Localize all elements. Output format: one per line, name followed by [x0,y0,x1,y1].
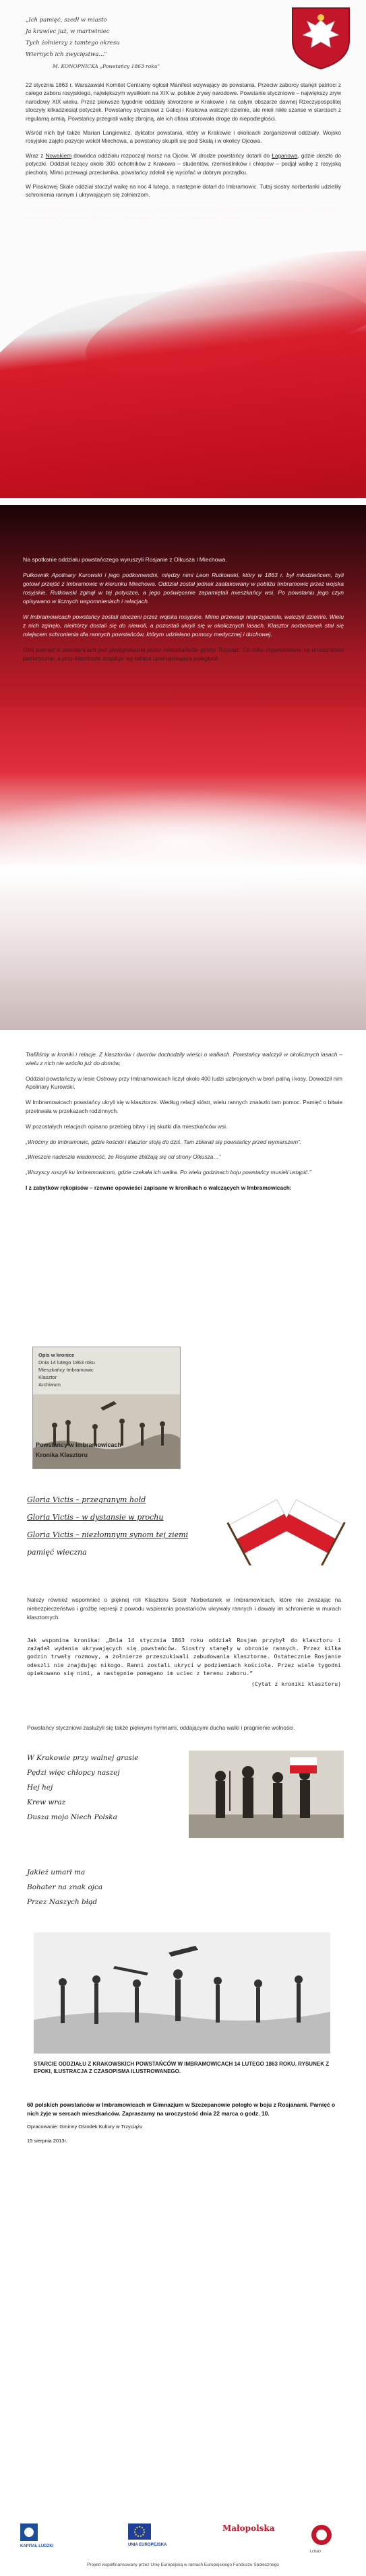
quote: „Wszyscy ruszyli ku Imbramowicom, gdzie czekała ich walka. Po wielu godzinach boju powstańcy musieli ustąpić.” [26,1169,311,1176]
paragraph: 22 stycznia 1863 r. Warszawski Komitet Centralny ogłosił Manifest wzywający do powstania. Przeciw zaborcy stanęli patrioci z całego zaboru rosyjskiego, największym wysiłkiem na XIX w. polskie zrywy narodowe. Powstanie styczniowe – największy zryw narodowy XIX wieku. Przez pierwsze tygodnie oddziały stworzone w Krakowie i na całym obszarze dawnej Rzeczypospolitej stoczyły kilkadziesiąt potyczek. Powstańcy styczniowi z Galicji i Krakowa walczyli dzielnie, ale mieli nikłe szanse w starciach z regularną armią. Powstańcy przegrali walkę zbrojną, ale ich ofiara utorowała drogę do niepodległości. [26,81,341,122]
poem-line: Bohater na znak ojca [27,1883,103,1891]
logo-eu [128,2523,195,2550]
crest-eagle-icon [290,5,352,70]
convent-text [27,1596,341,1628]
logo-malopolska [222,2523,290,2550]
flag-fold [0,788,366,895]
closing-poem [27,1865,229,1909]
logo-label: LOGO [310,2550,321,2554]
paragraph [26,151,341,176]
intro-text [26,81,341,228]
paragraph: Należy również wspomnieć o pięknej roli Klasztoru Sióstr Norbertanek w Imbramowicach, które nie zważając na niebezpieczeństwo i groźbę represji z powodu wspierania powstańców ukrywały rannych i dawały im schronienie w murach klasztornych. [27,1596,341,1621]
logo-kapital-ludzki [20,2523,74,2550]
poem-line: Pędzi więc chłopcy naszej [27,1769,120,1777]
engraving-caption: STARCIE ODDZIAŁU Z KRAKOWSKICH POWSTAŃCÓW W IMBRAMOWICACH 14 LUTEGO 1863 ROKU. RYSUNEK Z EPOKI, ILUSTRACJA Z CZASOPISMA ILUSTROWANEGO. [34,2061,330,2074]
paragraph: Dziś pamięć o powstańcach jest pielęgnowana przez mieszkańców gminy Trzyciąż. Co roku organizowane są uroczystości patriotyczne, a przy klasztorze znajduje się tablica upamiętniająca poległych. [23,646,344,662]
paragraph: Przybycie oddziału i bitwa nad rzeką upamiętnione zostały przez mieszkańców. W klasztorze zachowały się kroniki opisujące te wydarzenia. Wydarzenia 1863 roku na stałe wpisały się w historię Imbramowic i okolicznych wiosek. [26,205,341,222]
kapital-ludzki-icon [20,2523,38,2541]
box-subtitle-2: Kronika Klasztoru [36,1452,88,1458]
box-title: Opis w kronice [38,1352,75,1358]
paragraph: W Piaskowej Skale oddział stoczył walkę na noc 4 lutego, a następnie dotarł do Imbramowic. Tutaj siostry norbertanki udzieliły schronienia rannym i ukrywającym się żołnierzom. [26,183,341,199]
hymn-poem [27,1751,182,1825]
footer-note: Projekt współfinansowany przez Unię Europejską w ramach Europejskiego Funduszu Społecznego [87,2563,279,2567]
closing-credit: Opracowanie: Gminny Ośrodek Kultury w Trzyciążu [27,2124,143,2130]
logo-label: UNIA EUROPEJSKA [128,2543,167,2547]
quote-source: (Cytat z kroniki klasztoru) [251,1681,341,1688]
paragraph: Wśród nich był także Marian Langiewicz, dyktator powstania, który w Krakowie i okolicach zorganizował oddziały. Wojsko rosyjskie zajęło pozycje wokół Miechowa, a powstańcy skupili się pod Skałą i w okolicy Ojcowa. [26,129,341,145]
crossed-flags-icon [222,1485,350,1565]
gloria-victis-poem [27,1491,209,1561]
poem-attribution: M. KONOPNICKA „Powstańcy 1863 roku" [53,63,160,69]
poem-line: pamięć wieczna [27,1548,87,1557]
opening-poem [26,15,187,72]
box-line: Archiwum [38,1382,61,1388]
link-nowak[interactable]: Nowakiem [45,151,72,159]
logo-partner [310,2523,350,2554]
text-run: , gdzie doszło do potyczki. Oddział liczący około 300 ochotników z Krakowa – studentów, rzemieślników i chłopów – podjął walkę z rosyjską piechotą. Mimo przewagi przeciwnika, powstańcy zdołali się wycofać w dobrym porządku. [26,151,341,176]
paragraph: Pułkownik Apolinary Kurowski i jego podkomendni, między nimi Leon Rutkowski, który w 1863 r. był młodzieńcem, byli gotowi przejść z Imbramowic w kierunku Miechowa. Oddział został jednak zaatakowany w pobliżu Imbramowic przez wojska rosyjskie. Rutkowski zginął w tej potyczce, a jego poświęcenie zapamiętali mieszkańcy wsi. Po powstaniu jego czyn opisywano w licznych wspomnieniach i relacjach. [23,572,344,605]
text-run: dowódca oddziału rozpoczął marsz na Ojców. W drodze powstańcy dotarli do [71,151,272,159]
poem-line: Gloria Victis – przegranym hołd [27,1495,146,1504]
box-subtitle: Powstańcy w Imbramowicach [36,1442,122,1448]
chronicle-quote [27,1636,341,1688]
closing-info [27,2101,341,2145]
poem-line: „Ich pamięć, szedł w miasto [26,17,107,24]
paragraph: W pozostałych relacjach opisano przebieg bitwy i jej skutki dla mieszkańców wsi. [26,1122,228,1130]
box-line: Klasztor [38,1374,57,1380]
insurgents-painting-icon [189,1751,344,1838]
closing-date: 15 sierpnia 2013r. [27,2137,67,2144]
battle-engraving-large-icon [34,1932,330,2054]
chronicle-text [26,1050,342,1199]
paragraph: Powstańcy styczniowi zasłużyli się także pięknymi hymnami, oddającymi ducha walki i pragnienie wolności. [27,1724,295,1731]
poem-line: W Krakowie przy walnej grasie [27,1754,139,1762]
link-laganow[interactable]: Łaganowa [272,151,298,159]
text-run: Wraz z [26,151,46,159]
paragraph: Na spotkanie oddziału powstańczego wyruszyli Rosjanie z Olkusza i Miechowa. [23,556,227,563]
poem-line: Dusza moja Niech Polska [27,1813,117,1821]
closing-announcement: 60 polskich powstańców w Imbramowicach w Gimnazjum w Szczepanowie poległo w boju z Rosjanami. Pamięć o nich żyje w sercach mieszkańców. Zapraszamy na uroczystość dnia 22 marca o godz. 10. [27,2101,336,2117]
quote: „Wróćmy do Imbramowic, gdzie kościół i klasztor stoją do dziś. Tam zbierali się powstańcy przed wymarszem”. [26,1138,302,1145]
paragraph: Trafiliśmy w kroniki i relacje. Z klasztorów i dworów dochodziły wieści o walkach. Powstańcy walczyli w okolicznych lasach – wielu z nich nie wróciło już do domów. [26,1051,342,1066]
poem-line: Gloria Victis – w dystansie w prochu [27,1513,164,1522]
partner-logo-icon [310,2523,333,2546]
logos-bar [0,2518,366,2558]
hymn-intro [27,1724,341,1739]
box-line: Mieszkańcy Imbramowic [38,1367,94,1373]
poem-line: Jakież umarł ma [27,1868,86,1876]
poem-line: Ja krawiec już, w martwiniec [26,28,110,35]
battle-text [23,555,344,670]
paragraph: W Imbramowicach powstańcy ukryli się w klasztorze. Według relacji sióstr, wielu rannych znalazło tam pomoc. Pamięć o bitwie przetrwała w przekazach rodzinnych. [26,1099,342,1114]
poem-line: Gloria Victis – niezłomnym synom tej ziemi [27,1530,189,1539]
poem-line: Przez Naszych błąd [27,1898,98,1906]
poem-line: Tych żołnierzy z tamtego okresu [26,40,120,46]
intro-section [0,0,366,498]
chronicle-box-text [38,1351,95,1388]
eu-flag-icon [128,2523,151,2540]
chronicle-image [32,1347,181,1469]
logo-label: Małopolska [222,2523,275,2533]
paragraph: Oddział powstańczy w lesie Ostrowy przy Imbramowicach liczył około 400 ludzi uzbrojonych w broń palną i kosy. Dowodził nim Apolinary Kurowski. [26,1075,342,1091]
quote: „Wreszcie nadeszła wiadomość, że Rosjanie zbliżają się od strony Olkusza…” [26,1153,221,1161]
box-line: Dnia 14 lutego 1863 roku [38,1359,95,1365]
quote-text: Jak wspomina kronika: „Dnia 14 stycznia 1863 roku oddział Rosjan przybył do klasztoru i zażądał wydania ukrywających się powstańców. Siostry stanęły w obronie rannych. Przez kilka godzin trwały rozmowy, a żołnierze przeszukiwali zabudowania klasztorne. Ostatecznie Rosjanie odeszli nie znajdując nikogo. Ranni zostali ukryci w podziemiach kościoła. Przez wiele tygodni opiekowano się nimi, a następnie pomagano im uciec z terenu zaboru.” [27,1637,341,1676]
battle-section [0,505,366,1030]
poem-line: Krew wraz [27,1798,66,1806]
poem-line: Wiernych ich zwycięstwa..." [26,51,107,58]
poem-line: Hej hej [27,1784,53,1792]
section-heading: I z zabytków rękopisów – rzewne opowieści zapisane w kronikach o walczących w Imbramowicach: [26,1184,292,1191]
paragraph: W Imbramowicach powstańcy zostali otoczeni przez wojska rosyjskie. Mimo przewagi nieprzyjaciela, walczyli dzielnie. Wielu z nich zginęło, niektórzy dostali się do niewoli, a pozostali ukryli się w okolicznych lasach. Klasztor norbertanek stał się miejscem schronienia dla rannych powstańców, którym udzielano pomocy medycznej i duchowej. [23,613,344,638]
logo-label: KAPITAŁ LUDZKI [20,2544,54,2548]
